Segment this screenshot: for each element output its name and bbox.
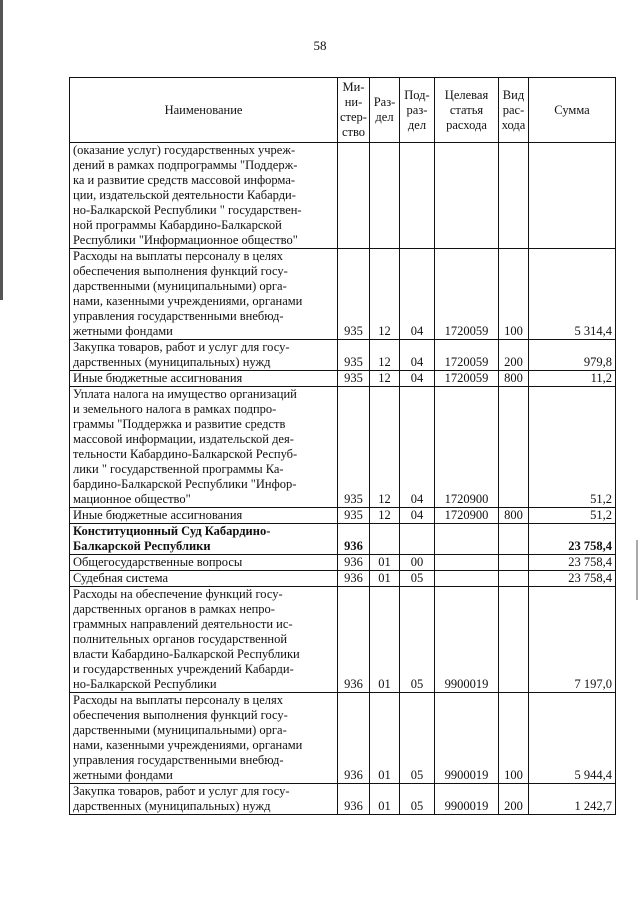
cell-name: (оказание услуг) государственных учреж- дений в рамках подпрограммы "Поддерж- ка и развитие средств массовой информа- ции, издательской деятельности Кабарди- но-Балкарской Республики " государствен- ной программы Кабардино-Балкарской Республики "Информационное общество" [70,143,338,249]
cell-sum: 23 758,4 [529,524,616,555]
cell-section: 01 [370,571,400,587]
cell-target: 1720900 [435,508,499,524]
cell-target [435,143,499,249]
cell-type [499,587,529,693]
cell-name: Расходы на выплаты персоналу в целях обеспечения выполнения функций госу- дарственными (муниципальными) орга- нами, казенными учреждениями, органами управления государственными внебюд- жетными фондами [70,693,338,784]
cell-type [499,387,529,508]
cell-ministry: 935 [338,387,370,508]
cell-target: 1720059 [435,249,499,340]
cell-subsection: 05 [400,587,435,693]
cell-subsection: 04 [400,508,435,524]
header-type: Вид рас- хода [499,78,529,143]
header-section: Раз- дел [370,78,400,143]
cell-name: Конституционный Суд Кабардино- Балкарской Республики [70,524,338,555]
cell-type: 800 [499,508,529,524]
cell-name: Закупка товаров, работ и услуг для госу- дарственных (муниципальных) нужд [70,340,338,371]
cell-ministry: 935 [338,249,370,340]
cell-type [499,524,529,555]
cell-target [435,524,499,555]
header-ministry: Ми- ни- стер- ство [338,78,370,143]
cell-name: Закупка товаров, работ и услуг для госу- дарственных (муниципальных) нужд [70,784,338,815]
cell-sum: 7 197,0 [529,587,616,693]
cell-name: Иные бюджетные ассигнования [70,371,338,387]
table-row [70,143,616,249]
cell-ministry [338,143,370,249]
cell-subsection: 05 [400,693,435,784]
header-name: Наименование [70,78,338,143]
cell-section: 01 [370,693,400,784]
cell-section [370,143,400,249]
cell-target: 1720900 [435,387,499,508]
cell-ministry: 936 [338,571,370,587]
cell-ministry: 935 [338,508,370,524]
cell-ministry: 936 [338,784,370,815]
cell-target: 9900019 [435,784,499,815]
table-row [70,784,616,815]
cell-name: Общегосударственные вопросы [70,555,338,571]
cell-subsection: 04 [400,340,435,371]
cell-name: Уплата налога на имущество организаций и земельного налога в рамках подпро- граммы "Поддержка и развитие средств массовой информации, издательской дея- тельности Кабардино-Балкарской Респуб- лики " государственной программы Ка- бардино-Балкарской Республики "Инфор- мационное общество" [70,387,338,508]
cell-name: Иные бюджетные ассигнования [70,508,338,524]
cell-sum: 23 758,4 [529,571,616,587]
cell-section: 12 [370,387,400,508]
table-row [70,340,616,371]
cell-subsection: 04 [400,249,435,340]
cell-ministry: 936 [338,693,370,784]
cell-type: 100 [499,249,529,340]
cell-sum: 5 944,4 [529,693,616,784]
table-row [70,524,616,555]
cell-target [435,571,499,587]
page-number: 58 [313,38,327,53]
cell-ministry: 935 [338,340,370,371]
cell-subsection: 04 [400,371,435,387]
table-row [70,555,616,571]
cell-section: 01 [370,587,400,693]
table-row [70,508,616,524]
cell-section: 01 [370,784,400,815]
scan-edge-mark-right [636,540,638,600]
cell-target: 1720059 [435,340,499,371]
table-row [70,587,616,693]
table-row [70,693,616,784]
cell-sum: 23 758,4 [529,555,616,571]
cell-ministry: 936 [338,555,370,571]
table-row [70,371,616,387]
cell-type [499,143,529,249]
cell-name: Расходы на обеспечение функций госу- дарственных органов в рамках непро- граммных направлений деятельности ис- полнительных органов государственной власти Кабардино-Балкарской Республики и государственных учреждений Кабарди- но-Балкарской Республики [70,587,338,693]
cell-section: 01 [370,555,400,571]
cell-sum: 51,2 [529,508,616,524]
cell-sum: 51,2 [529,387,616,508]
cell-subsection: 00 [400,555,435,571]
cell-section: 12 [370,371,400,387]
cell-subsection: 05 [400,784,435,815]
cell-ministry: 936 [338,587,370,693]
cell-type [499,571,529,587]
cell-type: 200 [499,784,529,815]
cell-name: Судебная система [70,571,338,587]
cell-sum [529,143,616,249]
cell-sum: 11,2 [529,371,616,387]
cell-sum: 5 314,4 [529,249,616,340]
table-row [70,571,616,587]
cell-subsection [400,143,435,249]
cell-ministry: 935 [338,371,370,387]
cell-type: 800 [499,371,529,387]
header-subsection: Под- раз- дел [400,78,435,143]
cell-target [435,555,499,571]
cell-target: 9900019 [435,693,499,784]
cell-section: 12 [370,249,400,340]
cell-type: 200 [499,340,529,371]
cell-subsection: 05 [400,571,435,587]
header-sum: Сумма [529,78,616,143]
cell-type: 100 [499,693,529,784]
cell-sum: 1 242,7 [529,784,616,815]
header-row [70,78,616,143]
table-row [70,387,616,508]
cell-section: 12 [370,340,400,371]
cell-section: 12 [370,508,400,524]
cell-section [370,524,400,555]
cell-type [499,555,529,571]
table-row [70,249,616,340]
cell-subsection: 04 [400,387,435,508]
cell-target: 9900019 [435,587,499,693]
cell-subsection [400,524,435,555]
budget-table [69,77,616,815]
cell-sum: 979,8 [529,340,616,371]
header-target: Целевая статья расхода [435,78,499,143]
cell-ministry: 936 [338,524,370,555]
cell-name: Расходы на выплаты персоналу в целях обеспечения выполнения функций госу- дарственными (муниципальными) орга- нами, казенными учреждениями, органами управления государственными внебюд- жетными фондами [70,249,338,340]
cell-target: 1720059 [435,371,499,387]
